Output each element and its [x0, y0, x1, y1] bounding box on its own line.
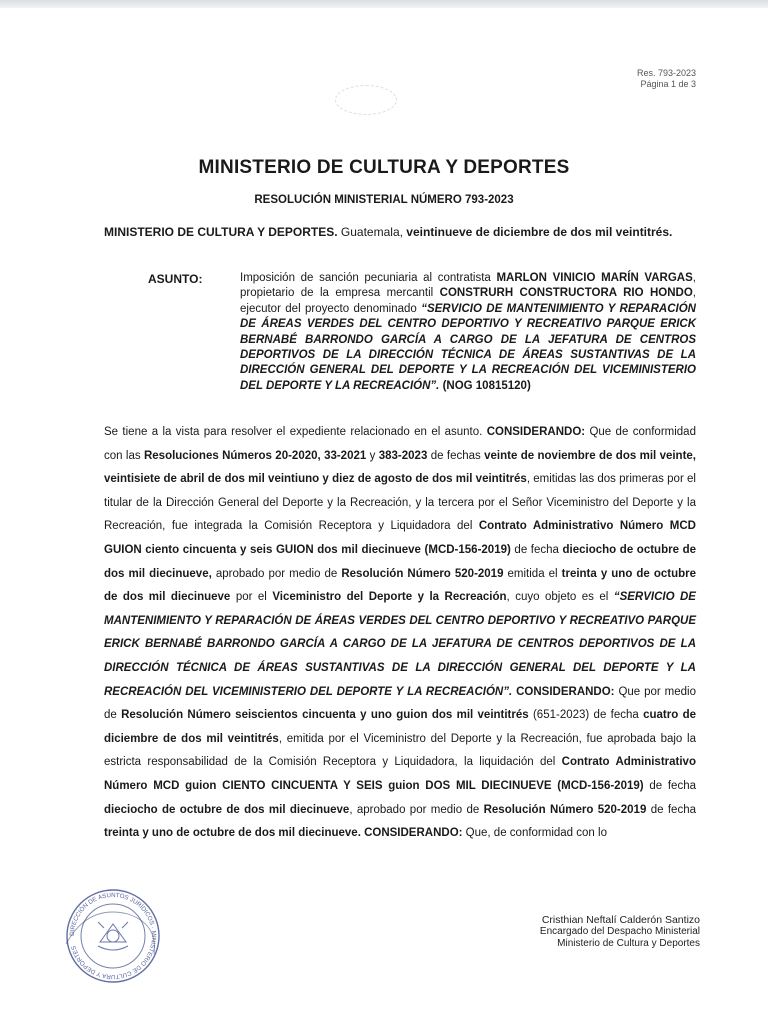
page-number: Página 1 de 3 [640, 79, 696, 89]
project-name: “SERVICIO DE MANTENIMIENTO Y REPARACIÓN DE ÁREAS VERDES DEL CENTRO DEPORTIVO Y RECREATIVO PARQUE ERICK BERNABÉ BARRONDO GARCÍA A CARGO DE LA JEFATURA DE CENTROS DEPORTIVOS DE LA DIRECCIÓN TÉCNICA DE ÁREAS SUSTANTIVAS DE LA DIRECCIÓN GENERAL DEL DEPORTE Y LA RECREACIÓN DEL VICEMINISTERIO DEL DEPORTE Y LA RECREACIÓN”. [240, 302, 696, 392]
company-name: CONSTRURH CONSTRUCTORA RIO HONDO [439, 287, 693, 300]
body-text: Que de conformidad con las [104, 426, 696, 462]
document-subtitle: RESOLUCIÓN MINISTERIAL NÚMERO 793-2023 [254, 194, 514, 206]
considerando-heading: CONSIDERANDO: [360, 827, 463, 840]
document-title: MINISTERIO DE CULTURA Y DEPORTES [198, 157, 570, 178]
asunto-text: , propietario de la empresa mercantil [240, 272, 696, 300]
contractor-name: MARLON VINICIO MARÍN VARGAS [496, 272, 693, 284]
body-text: Que por medio de [104, 685, 697, 722]
body-text: , emitida por el Viceministro del Deporte y la Recreación, fue aprobada bajo la estricta responsabilidad de la Comisión Receptora y Liquidadora, la liquidación del [104, 732, 696, 769]
signatory-institution: Ministerio de Cultura y Deportes [557, 938, 700, 949]
project-name-quote: “SERVICIO DE MANTENIMIENTO Y REPARACIÓN DE ÁREAS VERDES DEL CENTRO DEPORTIVO Y RECREATIVO PARQUE ERICK BERNABÉ BARRONDO GARCÍA A CARGO DE LA JEFATURA DE CENTROS DEPORTIVOS DE LA DIRECCIÓN TÉCNICA DE ÁREAS SUSTANTIVAS DE LA DIRECCIÓN GENERAL DEL DEPORTE Y LA RECREACIÓN DEL VICEMINISTERIO DEL DEPORTE Y LA RECREACIÓN”. [104, 591, 696, 698]
body-text: de fechas [427, 449, 485, 462]
body-text: , cuyo objeto es el [506, 591, 614, 604]
svg-text:DIRECCIÓN DE ASUNTOS JURÍDICOS [69, 892, 157, 980]
body-bold-text: dieciocho de octubre de dos mil diecinueve [104, 803, 350, 816]
scan-top-band [0, 0, 768, 8]
official-stamp-icon [58, 884, 168, 984]
body-text: (651-2023) de fecha [528, 709, 644, 722]
resolution-ref: Res. 793-2023 [636, 68, 696, 78]
intro-place: Guatemala, [337, 225, 407, 239]
body-text: de fecha [643, 779, 696, 792]
body-text: , emitidas las dos primeras por el titular de la Dirección General del Deporte y la Recreación, y la tercera por el Señor Viceministro del Deporte y la Recreación, fue integrada la Comisión Receptora y Liquidadora del [104, 473, 696, 533]
intro-ministry: MINISTERIO DE CULTURA Y DEPORTES. [104, 225, 338, 239]
body-text: y [366, 449, 379, 462]
body-bold-text: Resolución Número 520-2019 [341, 567, 504, 580]
body-bold-text: treinta y uno de octubre de dos mil diecinueve. [104, 827, 361, 840]
body-bold-text: Contrato Administrativo Número MCD GUION ciento cincuenta y seis GUION dos mil diecinueve (MCD-156-2019) [104, 520, 696, 556]
signature-block [540, 914, 700, 950]
body-bold-text: cuatro de diciembre de dos mil veintitrés [104, 709, 696, 745]
asunto-paragraph [240, 271, 696, 394]
body-bold-text: Resolución Número seiscientos cincuenta y uno guion dos mil veintitrés [121, 709, 529, 722]
signatory-role: Encargado del Despacho Ministerial [539, 926, 700, 937]
nog-number: (NOG 10815120) [439, 379, 531, 392]
considerando-heading: CONSIDERANDO: [486, 426, 586, 438]
body-bold-text: Contrato Administrativo Número MCD guion CIENTO CINCUENTA Y SEIS guion DOS MIL DIECINUEVE (MCD-156-2019) [104, 756, 696, 792]
page-reference [637, 68, 696, 90]
asunto-label: ASUNTO: [148, 272, 203, 286]
body-bold-text: treinta y uno de octubre de dos mil diecinueve [104, 567, 697, 604]
body-text: de fecha [646, 803, 696, 816]
body-text: , aprobado por medio de [349, 803, 484, 816]
body-bold-text: dieciocho de octubre de dos mil diecinueve, [104, 543, 696, 580]
asunto-text: , ejecutor del proyecto denominado [240, 287, 696, 315]
body-text: por el [230, 591, 273, 604]
body-text: Se tiene a la vista para resolver el expediente relacionado en el asunto. [104, 426, 487, 438]
body-bold-text: Resoluciones Números 20-2020, 33-2021 [143, 449, 367, 462]
body-text: aprobado por medio de [211, 567, 342, 580]
considerando-heading: CONSIDERANDO: [512, 685, 615, 698]
signatory-name: Cristhian Neftalí Calderón Santizo [541, 914, 700, 926]
body-paragraph [104, 421, 696, 846]
asunto-text: Imposición de sanción pecuniaria al contratista [240, 272, 497, 284]
body-bold-text: veinte de noviembre de dos mil veinte, veintisiete de abril de dos mil veintiuno y diez de agosto de dos mil veintitrés [104, 449, 697, 486]
body-bold-text: 383-2023 [378, 449, 428, 462]
intro-paragraph [104, 224, 696, 240]
intro-date: veintinueve de diciembre de dos mil veintitrés. [406, 225, 673, 239]
body-bold-text: Viceministro del Deporte y la Recreación [272, 591, 507, 604]
body-text: de fecha [510, 543, 563, 556]
stamp-text: DIRECCIÓN DE ASUNTOS JURÍDICOS · MINISTERIO DE CULTURA Y DEPORTES [68, 891, 158, 981]
body-bold-text: Resolución Número 520-2019 [483, 803, 647, 816]
body-text: Que, de conformidad con lo [462, 827, 607, 840]
body-text: emitida el [503, 567, 562, 580]
faint-seal-mark [335, 85, 397, 115]
